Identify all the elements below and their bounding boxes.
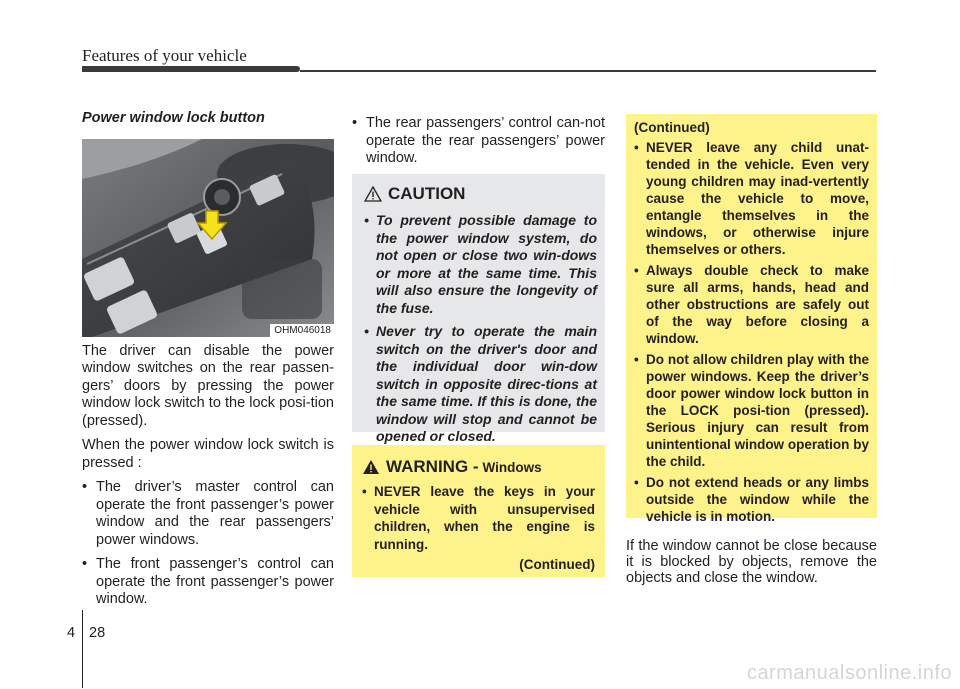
bullet-dot: • (364, 212, 369, 228)
middle-column-text (352, 115, 605, 175)
warning-item-extend-heads (634, 474, 869, 525)
warning-title: WARNING - (386, 457, 479, 476)
bullet-rear-passengers (352, 115, 605, 168)
warning-item-double-check (634, 262, 869, 347)
bullet-text: The driver’s master control can operate the front passenger’s power window and the rear passengers’ power windows. (96, 479, 334, 548)
page-header-title: Features of your vehicle (82, 46, 247, 65)
power-window-switch-photo (82, 139, 334, 337)
bullet-text: The front passenger’s control can operate the front passenger’s power window. (96, 556, 334, 607)
when-pressed-paragraph: When the power window lock switch is pressed : (82, 437, 334, 471)
warning-item-text: Do not extend heads or any limbs outside the window while the vehicle is in motion. (646, 475, 869, 524)
bullet-dot: • (364, 323, 369, 339)
caution-item-damage (364, 212, 597, 317)
header-rule-thick (82, 66, 300, 72)
warning-item-text: Always double check to make sure all arms, hands, head and other obstructions are safely out of the way before closing a window. (646, 263, 869, 346)
bullet-dot: • (634, 263, 639, 278)
watermark: carmanualsonline.info (746, 662, 952, 684)
warning-continued-box (626, 114, 877, 524)
photo-code-label: OHM046018 (270, 324, 334, 337)
bullet-front-passenger (82, 556, 334, 609)
continued-label: (Continued) (634, 120, 710, 135)
caution-item-text: Never try to operate the main switch on the driver's door and the individual door win-dow switch in opposite direc-tions at the same time. If this is done, the window will stop and cannot be opened or closed. (376, 323, 597, 444)
closing-note-paragraph: If the window cannot be close because it is blocked by objects, remove the objects and close the window. (626, 538, 877, 586)
warning-subtitle: Windows (482, 459, 542, 475)
warning-box (352, 445, 605, 577)
warning-title-row (362, 457, 595, 477)
warning-item-text: Do not allow children play with the power windows. Keep the driver’s door power window lock button in the LOCK posi-tion (pressed). Serious injury can result from unintentional window operation by the child. (646, 352, 869, 469)
warning-item-children-play (634, 351, 869, 470)
bullet-dot: • (352, 115, 358, 131)
caution-item-text: To prevent possible damage to the power window system, do not open or close two win-dows or more at the same time. This will also ensure the longevity of the fuse. (376, 212, 597, 316)
door-switch-illustration (82, 139, 334, 337)
bullet-master-control (82, 479, 334, 549)
section-title: Power window lock button (82, 110, 265, 126)
warning-item-child-unattended (634, 139, 869, 258)
caution-title-row (364, 184, 597, 204)
caution-title: CAUTION (388, 184, 466, 203)
caution-triangle-icon (364, 186, 382, 202)
bullet-text: The rear passengers’ control can-not operate the rear passengers’ power window. (366, 115, 605, 166)
warning-item-text: NEVER leave the keys in your vehicle with unsupervised children, when the engine is running. (374, 484, 595, 552)
caution-item-opposite-directions (364, 323, 597, 446)
bullet-dot: • (362, 484, 367, 499)
page-number: 28 (89, 625, 106, 641)
warning-item-keys (362, 483, 595, 553)
warning-item-text: NEVER leave any child unat-tended in the vehicle. Even very young children may inad-vertently cause the vehicle to move, entangle themselves in the windows, or otherwise injure themselves or others. (646, 140, 869, 257)
intro-paragraph: The driver can disable the power window switches on the rear passen-gers’ doors by pressing the power window lock switch to the lock posi-tion (pressed). (82, 342, 334, 429)
warning-triangle-icon (362, 459, 380, 475)
bullet-dot: • (634, 140, 639, 155)
bullet-dot: • (82, 556, 88, 572)
warning-continued-label: (Continued) (519, 557, 595, 572)
bullet-dot: • (82, 479, 88, 495)
chapter-number: 4 (67, 625, 76, 641)
left-column (82, 110, 334, 616)
bullet-dot: • (634, 352, 639, 367)
bullet-dot: • (634, 475, 639, 490)
caution-box (352, 174, 605, 444)
header-rule-thin (300, 70, 876, 72)
page-number-divider (82, 610, 83, 688)
